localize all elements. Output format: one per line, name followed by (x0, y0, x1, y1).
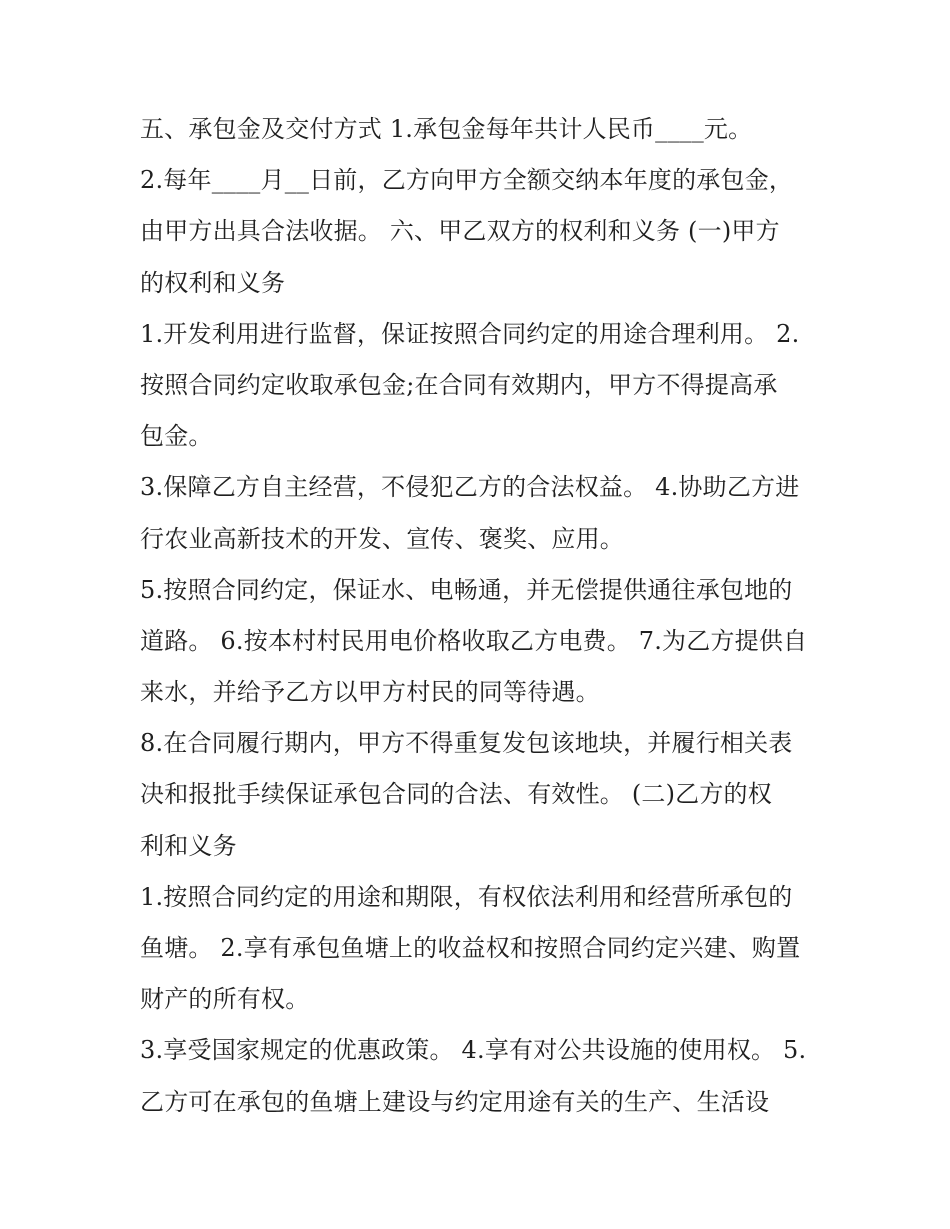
text-line: 来水，并给予乙方以甲方村民的同等待遇。 (140, 678, 600, 707)
text-line: 决和报批手续保证承包合同的合法、有效性。 (二)乙方的权 (140, 780, 772, 809)
text-line: 鱼塘。 2.享有承包鱼塘上的收益权和按照合同约定兴建、购置 (140, 934, 801, 962)
text-line: 包金。 (140, 422, 213, 451)
text-line: 3.保障乙方自主经营，不侵犯乙方的合法权益。 4.协助乙方进 (140, 473, 800, 502)
text-line: 按照合同约定收取承包金;在合同有效期内，甲方不得提高承 (140, 370, 778, 399)
text-line: 3.享受国家规定的优惠政策。 4.享有对公共设施的使用权。 5. (140, 1036, 807, 1065)
document-body (140, 104, 820, 1128)
text-line: 五、承包金及交付方式 1.承包金每年共计人民币____元。 (140, 115, 753, 143)
text-line: 1.开发利用进行监督，保证按照合同约定的用途合理利用。 2. (140, 319, 800, 348)
text-line: 乙方可在承包的鱼塘上建设与约定用途有关的生产、生活设 (140, 1087, 770, 1116)
text-line: 道路。 6.按本村村民用电价格收取乙方电费。 7.为乙方提供自 (140, 626, 808, 655)
text-line: 5.按照合同约定，保证水、电畅通，并无偿提供通往承包地的 (140, 575, 793, 604)
text-line: 的权利和义务 (140, 268, 286, 297)
text-line: 8.在合同履行期内，甲方不得重复发包该地块，并履行相关表 (140, 729, 793, 758)
text-line: 行农业高新技术的开发、宣传、褒奖、应用。 (140, 524, 624, 553)
text-line: 利和义务 (140, 831, 237, 860)
text-line: 财产的所有权。 (140, 985, 310, 1014)
text-line: 1.按照合同约定的用途和期限，有权依法利用和经营所承包的 (140, 882, 793, 911)
text-line: 由甲方出具合法收据。 六、甲乙双方的权利和义务 (一)甲方 (140, 217, 780, 246)
text-line: 2.每年____月__日前，乙方向甲方全额交纳本年度的承包金， (140, 166, 794, 195)
